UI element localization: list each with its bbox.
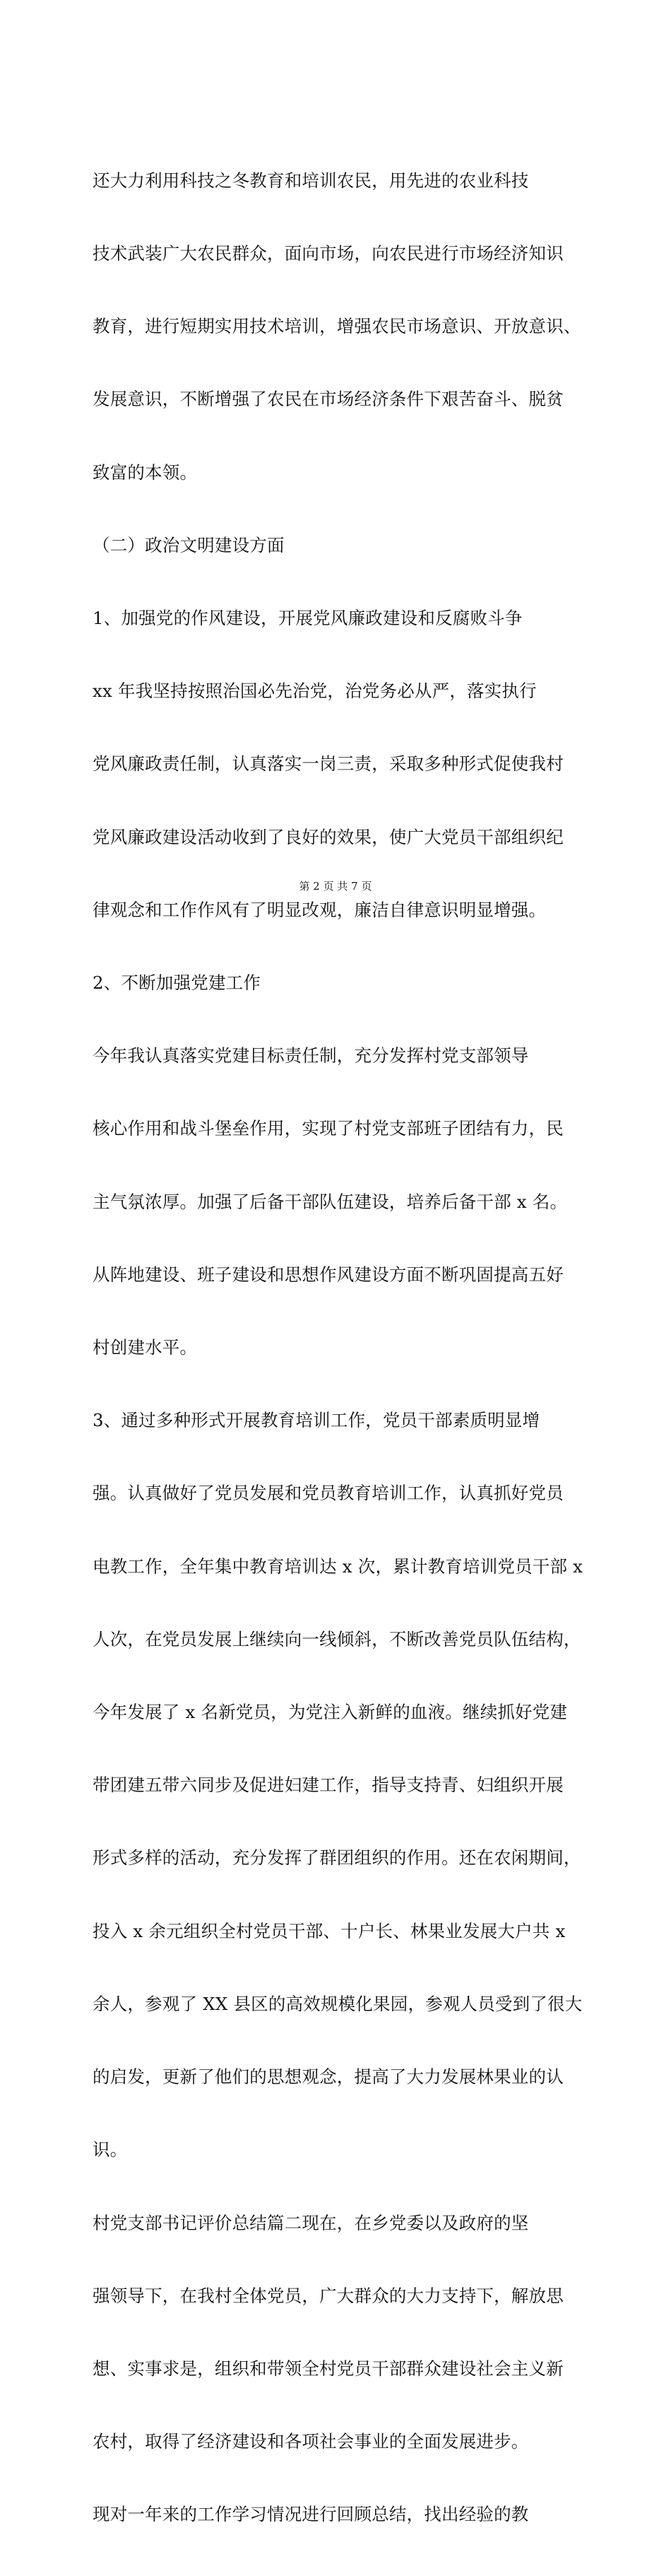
body-line-23: 带团建五带六同步及促进妇建工作，指导支持青、妇组织开展 <box>93 1775 564 1796</box>
body-line-21: 人次，在党员发展上继续向一线倾斜，不断改善党员队伍结构， <box>93 1628 581 1649</box>
page-footer: 第 2 页 共 7 页 <box>299 880 372 893</box>
section-heading: （二）政治文明建设方面 <box>93 534 285 555</box>
body-line-32: 农村，取得了经济建设和各项社会事业的全面发展进步。 <box>93 2431 529 2452</box>
body-line-8: xx 年我坚持按照治国必先治党，治党务必从严，落实执行 <box>93 681 537 702</box>
body-line-20: 电教工作，全年集中教育培训达 x 次，累计教育培训党员干部 x <box>93 1555 583 1577</box>
body-line-2: 技术武装广大农民群众，面向市场，向农民进行市场经济知识 <box>93 243 564 264</box>
body-line-14: 核心作用和战斗堡垒作用，实现了村党支部班子团结有力，民 <box>93 1118 564 1139</box>
body-line-29: 村党支部书记评价总结篇二现在，在乡党委以及政府的坚 <box>93 2212 529 2233</box>
document-body <box>93 120 587 2576</box>
body-line-25: 投入 x 余元组织全村党员干部、十户长、林果业发展大户共 x <box>93 1920 566 1941</box>
body-line-28: 识。 <box>93 2139 128 2160</box>
body-line-30: 强领导下，在我村全体党员，广大群众的大力支持下，解放思 <box>93 2285 564 2306</box>
body-line-19: 强。认真做好了党员发展和党员教育培训工作，认真抓好党员 <box>93 1483 564 1504</box>
body-line-10: 党风廉政建设活动收到了良好的效果，使广大党员干部组织纪 <box>93 826 564 847</box>
body-line-5: 致富的本领。 <box>93 461 198 483</box>
body-line-24: 形式多样的活动，充分发挥了群团组织的作用。还在农闲期间， <box>93 1847 581 1869</box>
body-line-33: 现对一年来的工作学习情况进行回顾总结，找出经验的教 <box>93 2504 529 2525</box>
body-line-11: 律观念和工作作风有了明显改观，廉洁自律意识明显增强。 <box>93 899 547 920</box>
body-line-1: 还大力利用科技之冬教育和培训农民，用先进的农业科技 <box>93 170 529 191</box>
body-line-22: 今年发展了 x 名新党员，为党注入新鲜的血液。继续抓好党建 <box>93 1702 568 1723</box>
body-line-3: 教育，进行短期实用技术培训，增强农民市场意识、开放意识、 <box>93 316 581 337</box>
body-line-9: 党风廉政责任制，认真落实一岗三责，采取多种形式促使我村 <box>93 753 564 775</box>
body-line-31: 想、实事求是，组织和带领全村党员干部群众建设社会主义新 <box>93 2358 564 2379</box>
body-line-17: 村创建水平。 <box>93 1337 198 1358</box>
body-line-27: 的启发，更新了他们的思想观念，提高了大力发展林果业的认 <box>93 2066 564 2088</box>
subsection-heading-2: 2、不断加强党建工作 <box>93 972 261 994</box>
body-line-16: 从阵地建设、班子建设和思想作风建设方面不断巩固提高五好 <box>93 1264 564 1285</box>
subsection-heading-3: 3、通过多种形式开展教育培训工作，党员干部素质明显增 <box>93 1410 540 1431</box>
body-line-13: 今年我认真落实党建目标责任制，充分发挥村党支部领导 <box>93 1045 529 1066</box>
body-line-4: 发展意识，不断增强了农民在市场经济条件下艰苦奋斗、脱贫 <box>93 389 564 410</box>
body-line-15: 主气氛浓厚。加强了后备干部队伍建设，培养后备干部 x 名。 <box>93 1191 568 1212</box>
body-line-26: 余人，参观了 XX 县区的高效规模化果园，参观人员受到了很大 <box>93 1993 583 2014</box>
subsection-heading-1: 1、加强党的作风建设，开展党风廉政建设和反腐败斗争 <box>93 608 523 629</box>
